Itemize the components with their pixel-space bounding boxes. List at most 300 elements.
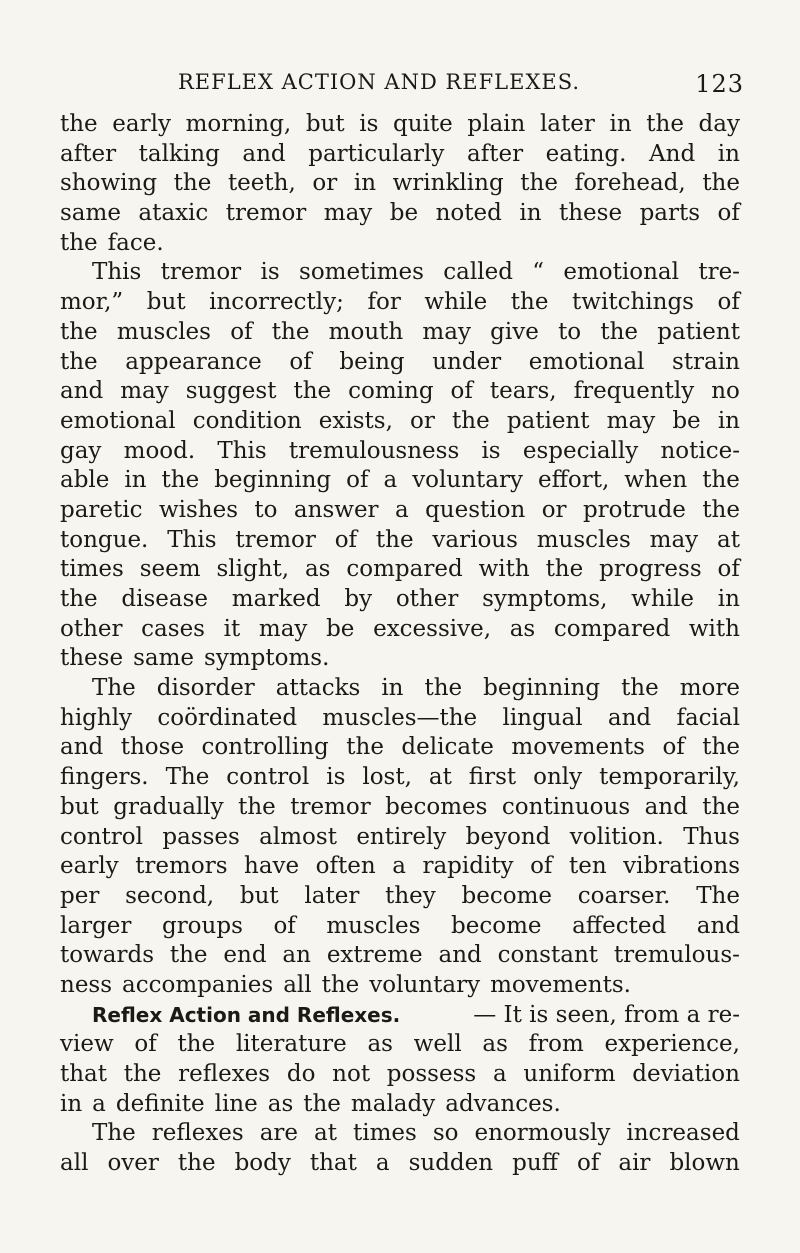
word: those	[120, 734, 185, 761]
word: in	[717, 140, 740, 167]
word: increased	[626, 1120, 740, 1147]
page-number: 123	[695, 70, 744, 98]
word: towards	[60, 942, 155, 969]
word: while	[631, 586, 694, 612]
word: is	[481, 437, 501, 464]
word: and	[696, 912, 740, 939]
text-line	[60, 318, 740, 348]
word: control	[60, 823, 143, 850]
word: may	[323, 200, 373, 227]
word: while	[424, 289, 488, 316]
word: deviation	[632, 1061, 740, 1087]
word: The	[92, 1120, 136, 1147]
word: tre-	[698, 259, 740, 286]
word: the	[60, 348, 98, 375]
word: be	[672, 407, 701, 434]
word: and	[644, 793, 688, 820]
word: “	[532, 259, 545, 286]
word: literature	[235, 1031, 347, 1058]
word: possess	[386, 1061, 477, 1087]
running-head	[60, 70, 744, 106]
body-text	[60, 110, 740, 1179]
word: per	[60, 882, 100, 909]
word: particularly	[308, 140, 445, 167]
text-line	[60, 823, 740, 853]
word: Thus	[683, 823, 740, 850]
word: the	[520, 170, 558, 197]
word: of	[576, 1150, 600, 1177]
text-line	[60, 437, 740, 467]
word: or	[312, 170, 338, 197]
word: the	[621, 675, 659, 702]
word: facial	[676, 704, 740, 731]
word: The	[92, 675, 136, 702]
word: day	[698, 111, 740, 137]
word: paretic	[60, 496, 143, 523]
word: The	[696, 882, 740, 909]
word: tears,	[489, 378, 557, 405]
word: be	[326, 615, 355, 642]
word: notice-	[660, 437, 740, 464]
word: times	[353, 1120, 417, 1147]
word: face.	[107, 229, 164, 256]
word: a	[392, 853, 406, 880]
word: a	[375, 1150, 390, 1177]
word: early	[112, 111, 171, 137]
word: almost	[259, 823, 337, 850]
word: the	[510, 289, 549, 316]
word: noted	[435, 200, 502, 227]
word: especially	[522, 437, 639, 464]
text-line	[60, 496, 740, 526]
word: become	[461, 882, 553, 909]
word: controlling	[201, 734, 329, 761]
word: is	[260, 259, 280, 286]
word: other	[395, 586, 459, 612]
word: or	[541, 496, 567, 523]
word: a	[383, 467, 398, 494]
word: of	[717, 289, 740, 316]
word: seem	[139, 556, 201, 583]
word: muscles	[116, 318, 211, 345]
word: puff	[512, 1150, 558, 1177]
word: continuous	[501, 793, 631, 820]
word: to	[254, 496, 278, 523]
word: of	[334, 526, 358, 553]
word: compared	[553, 615, 671, 642]
word: exists,	[318, 407, 393, 434]
word: as	[509, 615, 536, 642]
word: be	[389, 200, 419, 227]
word: or	[410, 407, 435, 434]
word: air	[618, 1150, 651, 1177]
text-line	[60, 229, 740, 259]
word: the	[600, 318, 639, 345]
word: advances.	[445, 1090, 561, 1117]
word: highly	[60, 704, 133, 731]
word: as	[267, 1090, 294, 1117]
text-line	[60, 288, 740, 318]
word: disease	[121, 586, 209, 612]
word: emotional	[528, 348, 645, 375]
word: the	[452, 407, 490, 434]
word: the	[375, 526, 414, 553]
word: the	[346, 734, 384, 761]
word: the	[293, 378, 332, 405]
word: muscles	[326, 912, 421, 939]
word: incorrectly;	[209, 289, 344, 316]
word: a	[394, 496, 409, 523]
word: the	[238, 793, 276, 820]
word: and	[60, 378, 104, 405]
word: and	[607, 704, 652, 731]
word: in	[124, 467, 147, 494]
word: only	[533, 764, 583, 791]
text-line	[60, 199, 740, 229]
word: have	[244, 853, 300, 880]
word: blown	[669, 1150, 740, 1177]
word: but	[239, 882, 279, 909]
text-line	[60, 407, 740, 437]
word: tremulous-	[613, 942, 740, 969]
word: tremor	[160, 259, 242, 286]
word: and	[60, 734, 104, 761]
word: the	[702, 467, 740, 494]
word: mor,”	[60, 289, 124, 316]
word: beyond	[465, 823, 551, 850]
word: frequently	[573, 378, 695, 405]
word: patient	[506, 407, 590, 434]
word: the	[702, 496, 740, 523]
text-line	[60, 615, 740, 645]
word: symptoms,	[482, 586, 608, 612]
word: reflexes	[151, 1120, 244, 1147]
text-line	[60, 140, 740, 170]
word: but	[305, 111, 345, 137]
text-line	[60, 1090, 740, 1120]
word: in	[353, 170, 377, 197]
section-run-in-heading: Reflex Action and Reflexes.	[92, 1002, 401, 1027]
word: the	[646, 111, 684, 137]
word: the	[177, 1150, 216, 1177]
text-line	[60, 555, 740, 585]
word: it	[223, 615, 241, 642]
text-line	[60, 852, 740, 882]
word: compared	[346, 556, 463, 583]
word: a	[492, 1061, 507, 1087]
word: suggest	[185, 378, 277, 405]
word: often	[315, 853, 376, 880]
word: the	[161, 467, 200, 494]
word: tremors	[135, 853, 228, 880]
word: effort,	[537, 467, 610, 494]
word: in	[609, 111, 632, 137]
text-line	[60, 912, 740, 942]
word: This	[167, 526, 217, 553]
word: patient	[657, 318, 740, 345]
word: gay	[60, 437, 102, 464]
word: ataxic	[138, 200, 209, 227]
word: being	[339, 348, 405, 375]
word: the	[702, 734, 740, 761]
word: for	[367, 289, 401, 316]
text-line	[60, 466, 740, 496]
word: called	[443, 259, 513, 286]
word: do	[286, 1061, 316, 1087]
word: these	[60, 645, 124, 672]
word: an	[282, 942, 311, 969]
word: This	[217, 437, 267, 464]
text-line	[60, 644, 740, 674]
word: view	[60, 1031, 114, 1058]
word: sudden	[408, 1150, 494, 1177]
line-text: — It is seen, from a re-	[473, 1001, 740, 1028]
word: second,	[125, 882, 215, 909]
text-line	[60, 169, 740, 199]
word: malady	[350, 1090, 436, 1117]
word: symptoms.	[204, 645, 330, 672]
word: that	[60, 1061, 108, 1087]
word: well	[413, 1031, 462, 1058]
word: ten	[568, 853, 607, 880]
word: affected	[572, 912, 667, 939]
word: tremor	[290, 793, 371, 820]
word: becomes	[385, 793, 488, 820]
text-line	[60, 674, 740, 704]
word: the	[60, 111, 98, 137]
text-line	[60, 348, 740, 378]
running-head-title: REFLEX ACTION AND REFLEXES.	[178, 70, 581, 94]
word: of	[273, 912, 296, 939]
word: the	[303, 1090, 341, 1117]
word: The	[165, 764, 210, 791]
word: and	[242, 140, 286, 167]
word: of	[717, 200, 740, 227]
word: able	[60, 467, 110, 494]
word: accompanies	[122, 971, 274, 998]
word: coördinated	[157, 704, 298, 731]
word: gradually	[113, 793, 224, 820]
word: to	[558, 318, 582, 345]
word: first	[468, 764, 517, 791]
word: reflexes	[178, 1061, 271, 1087]
word: definite	[115, 1090, 205, 1117]
word: answer	[293, 496, 379, 523]
word: rapidity	[422, 853, 514, 880]
text-line	[60, 1001, 740, 1031]
word: may	[649, 526, 699, 553]
word: is	[359, 111, 379, 137]
word: experience,	[604, 1031, 740, 1058]
book-page	[60, 70, 744, 1179]
word: may	[422, 318, 471, 345]
word: attacks	[275, 675, 361, 702]
word: beginning	[483, 675, 601, 702]
text-line	[60, 882, 740, 912]
word: disorder	[156, 675, 255, 702]
word: other	[60, 615, 123, 642]
word: of	[450, 378, 473, 405]
word: various	[432, 526, 518, 553]
word: when	[624, 467, 688, 494]
text-line	[60, 733, 740, 763]
word: in	[60, 1090, 83, 1117]
word: with	[688, 615, 740, 642]
word: ness	[60, 971, 113, 998]
word: groups	[161, 912, 243, 939]
word: of	[289, 348, 312, 375]
word: slight,	[216, 556, 290, 583]
word: protrude	[582, 496, 686, 523]
word: cases	[141, 615, 205, 642]
text-line	[60, 941, 740, 971]
word: in	[519, 200, 542, 227]
word: tremulousness	[288, 437, 460, 464]
word: wrinkling	[392, 170, 504, 197]
word: early	[60, 853, 119, 880]
word: emotional	[563, 259, 679, 286]
word: are	[259, 1120, 299, 1147]
text-line	[60, 526, 740, 556]
word: later	[539, 111, 595, 137]
word: from	[528, 1031, 584, 1058]
word: talking	[138, 140, 220, 167]
word: a	[92, 1090, 106, 1117]
word: same	[60, 200, 121, 227]
text-line	[60, 1030, 740, 1060]
word: constant	[497, 942, 598, 969]
word: not	[332, 1061, 371, 1087]
word: more	[679, 675, 740, 702]
word: give	[490, 318, 539, 345]
word: the	[321, 971, 360, 998]
word: sometimes	[299, 259, 424, 286]
word: as	[367, 1031, 393, 1058]
word: movements	[511, 734, 645, 761]
word: no	[711, 378, 740, 405]
word: lingual	[502, 704, 583, 731]
word: all	[60, 1150, 89, 1177]
word: temporarily,	[599, 764, 740, 791]
word: muscles—the	[322, 704, 478, 731]
word: uniform	[523, 1061, 616, 1087]
word: the	[173, 170, 212, 197]
word: the	[60, 586, 98, 612]
word: but	[60, 793, 99, 820]
word: the	[702, 793, 740, 820]
word: the	[60, 229, 98, 256]
text-line	[60, 1060, 740, 1090]
word: coming	[348, 378, 434, 405]
word: tremor	[225, 200, 307, 227]
word: tremor	[235, 526, 316, 553]
word: excessive,	[373, 615, 492, 642]
word: enormously	[474, 1120, 611, 1147]
word: all	[283, 971, 312, 998]
text-line	[60, 377, 740, 407]
word: the	[702, 170, 740, 197]
word: condition	[192, 407, 302, 434]
text-line	[60, 704, 740, 734]
word: may	[120, 378, 169, 405]
word: same	[133, 645, 195, 672]
word: movements.	[490, 971, 631, 998]
word: the	[177, 1031, 216, 1058]
word: at	[717, 526, 740, 553]
word: body	[234, 1150, 291, 1177]
text-line	[60, 793, 740, 823]
word: twitchings	[572, 289, 694, 316]
word: of	[662, 734, 685, 761]
word: at	[428, 764, 452, 791]
word: strain	[672, 348, 740, 375]
word: so	[432, 1120, 459, 1147]
word: the	[60, 318, 98, 345]
word: in	[717, 586, 740, 612]
word: they	[385, 882, 436, 909]
word: forehead,	[574, 170, 686, 197]
word: after	[466, 140, 524, 167]
word: mouth	[328, 318, 404, 345]
word: larger	[60, 912, 132, 939]
word: of	[530, 853, 553, 880]
text-line	[60, 763, 740, 793]
word: become	[451, 912, 542, 939]
word: by	[344, 586, 373, 612]
word: coarser.	[577, 882, 671, 909]
word: that	[309, 1150, 357, 1177]
word: vibrations	[623, 853, 740, 880]
word: delicate	[401, 734, 494, 761]
word: entirely	[356, 823, 447, 850]
word: mood.	[123, 437, 196, 464]
text-line	[60, 1119, 740, 1149]
text-line	[60, 585, 740, 615]
word: And	[649, 140, 696, 167]
word: of	[717, 556, 740, 583]
word: over	[107, 1150, 159, 1177]
word: quite	[393, 111, 453, 137]
word: This	[92, 259, 142, 286]
word: but	[146, 289, 186, 316]
word: lost,	[362, 764, 412, 791]
word: parts	[639, 200, 701, 227]
word: control	[226, 764, 310, 791]
word: marked	[231, 586, 321, 612]
word: voluntary	[412, 467, 523, 494]
word: the	[424, 675, 463, 702]
word: progress	[599, 556, 702, 583]
word: and	[438, 942, 482, 969]
word: of	[230, 318, 253, 345]
text-line	[60, 971, 740, 1001]
word: of	[346, 467, 369, 494]
word: as	[482, 1031, 508, 1058]
word: tongue.	[60, 526, 149, 553]
text-line	[60, 1149, 740, 1179]
word: emotional	[60, 407, 176, 434]
word: eating.	[545, 140, 627, 167]
word: of	[134, 1031, 157, 1058]
word: in	[717, 407, 740, 434]
word: times	[60, 556, 124, 583]
word: may	[606, 407, 656, 434]
word: extreme	[326, 942, 423, 969]
word: under	[432, 348, 502, 375]
word: volition.	[569, 823, 664, 850]
word: beginning	[214, 467, 332, 494]
word: voluntary	[369, 971, 481, 998]
